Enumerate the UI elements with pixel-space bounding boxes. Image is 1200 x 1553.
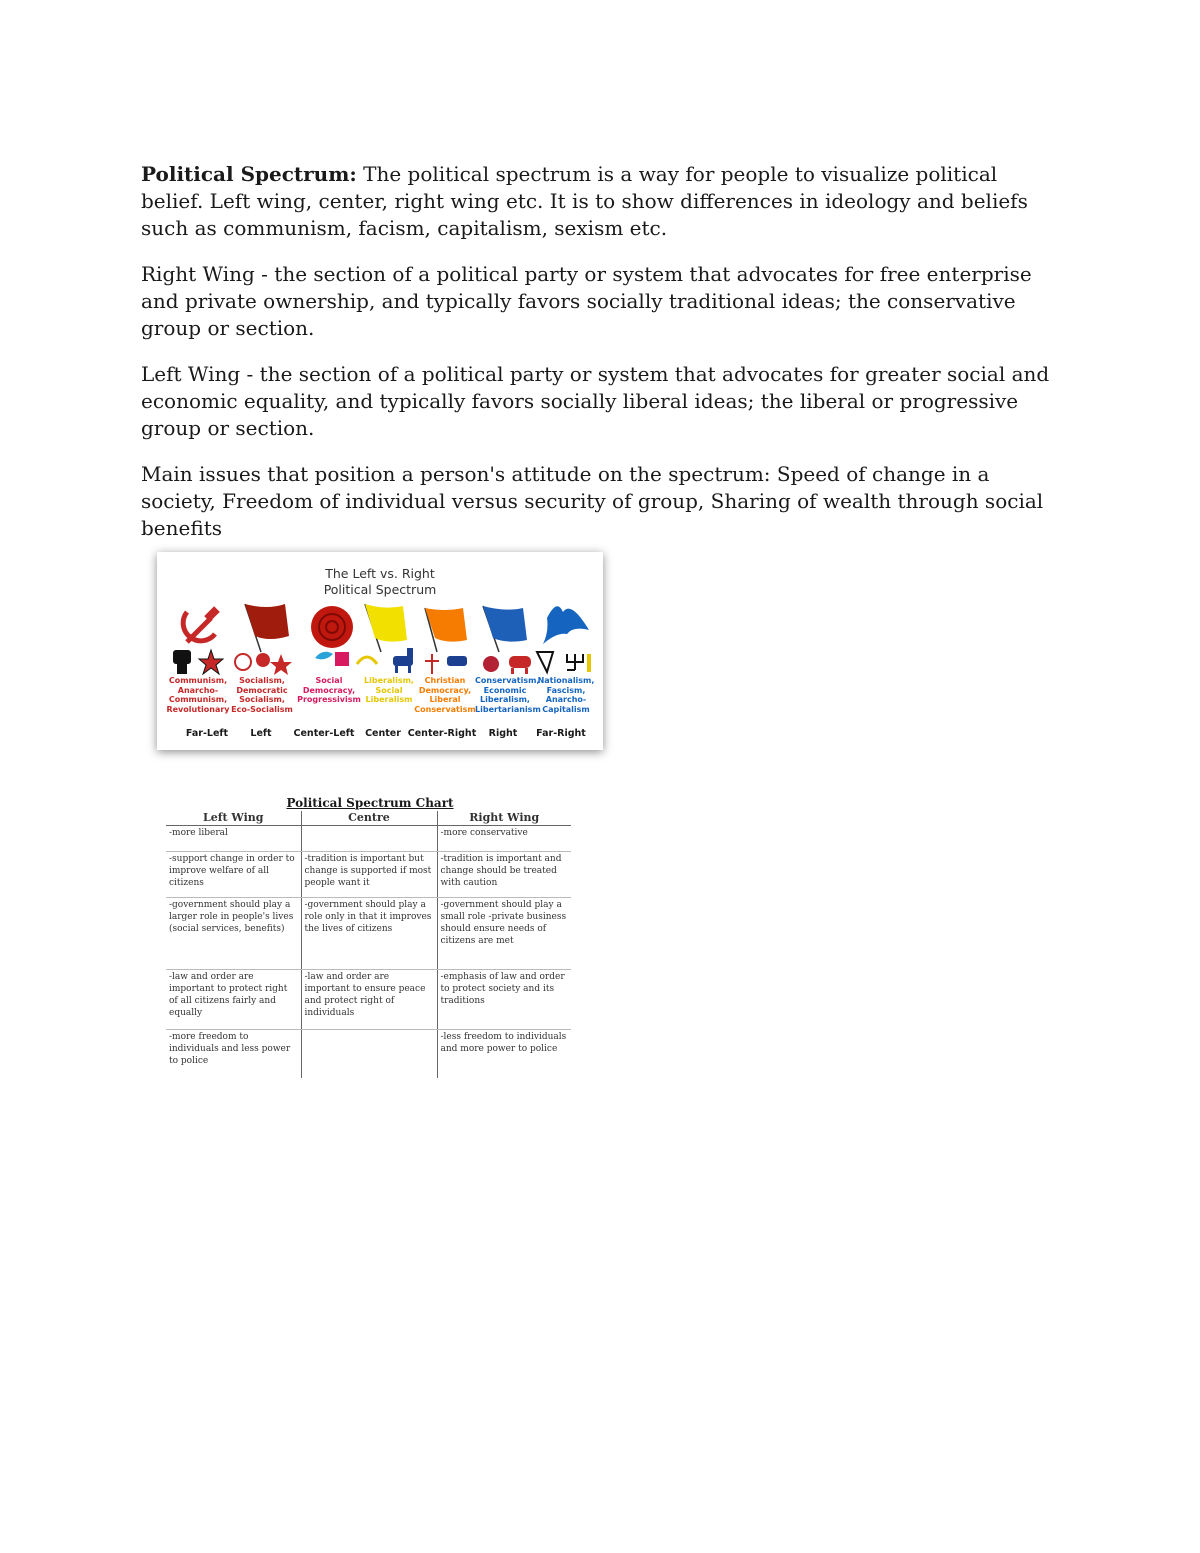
cross-icon <box>425 654 439 674</box>
table-cell: -law and order are important to protect right of all citizens fairly and equally <box>166 970 301 1030</box>
red-flag-icon <box>245 604 289 652</box>
table-row <box>166 970 571 1030</box>
donkey-icon <box>393 648 413 673</box>
table-cell: -tradition is important and change should be treated with caution <box>437 852 571 898</box>
intro-paragraph <box>141 161 1056 242</box>
raised-fist-icon <box>173 650 191 674</box>
main-issues-paragraph: Main issues that position a person's attitude on the spectrum: Speed of change in a society, Freedom of individual versus security of group, Sharing of wealth through social benefits <box>141 462 1044 540</box>
table-cell: -government should play a role only in that it improves the lives of citizens <box>301 898 437 970</box>
table-cell: -emphasis of law and order to protect society and its traditions <box>437 970 571 1030</box>
ideology-label-center: Liberalism, Social Liberalism <box>364 676 414 704</box>
table-cell: -more freedom to individuals and less power to police <box>166 1030 301 1078</box>
table-cell: -support change in order to improve welfare of all citizens <box>166 852 301 898</box>
position-far-left: Far-Left <box>185 728 229 739</box>
table-cell: -government should play a larger role in people's lives (social services, benefits) <box>166 898 301 970</box>
ideology-label-right: Conservatism, Economic Liberalism, Libertarianism <box>475 676 541 714</box>
position-left: Left <box>250 728 272 739</box>
eagle-icon <box>543 606 589 644</box>
position-center-left: Center-Left <box>293 728 355 739</box>
blue-flag-icon <box>483 606 527 652</box>
table-cell: -more liberal <box>166 826 301 852</box>
table-cell: -government should play a small role -private business should ensure needs of citizens are met <box>437 898 571 970</box>
chart-header-row <box>166 811 571 826</box>
body-text <box>141 161 1056 561</box>
table-row <box>166 852 571 898</box>
yellow-flag-icon <box>365 604 407 652</box>
header-centre: Centre <box>301 811 437 826</box>
ideology-label-far-left: Communism, Anarcho-Communism, Revolutionary <box>166 676 230 714</box>
table-cell: -law and order are important to ensure peace and protect right of individuals <box>301 970 437 1030</box>
elephant-icon <box>509 656 531 674</box>
spectrum-title-line1: The Left vs. Right <box>325 566 435 581</box>
ideology-label-center-left: Social Democracy, Progressivism <box>297 676 361 704</box>
ideology-label-center-right: Christian Democracy, Liberal Conservatism <box>414 676 476 714</box>
hammer-sickle-icon <box>183 606 220 642</box>
ideology-label-far-right: Nationalism, Fascism, Anarcho-Capitalism <box>537 676 595 714</box>
spectrum-icons <box>157 552 603 750</box>
position-far-right: Far-Right <box>536 728 586 739</box>
table-row <box>166 1030 571 1078</box>
table-row <box>166 898 571 970</box>
table-row <box>166 826 571 852</box>
header-right-wing: Right Wing <box>437 811 571 826</box>
spectrum-image <box>157 552 603 750</box>
position-center-right: Center-Right <box>407 728 477 739</box>
intro-term: Political Spectrum: <box>141 162 357 186</box>
table-cell <box>301 1030 437 1078</box>
position-center: Center <box>365 728 401 739</box>
intro-text: The political spectrum is a way for people to visualize political belief. Left wing, center, right wing etc. It is to show differences in ideology and beliefs such as communism, facism, capitalism, sexism etc. <box>141 162 1028 240</box>
rose-icon <box>311 606 353 648</box>
table-cell: -less freedom to individuals and more power to police <box>440 1032 567 1054</box>
position-right: Right <box>488 728 518 739</box>
right-wing-paragraph: Right Wing - the section of a political party or system that advocates for free enterprise and private ownership, and typically favors socially traditional ideas; the conservative group or section. <box>141 262 1032 340</box>
orange-flag-icon <box>425 608 467 652</box>
header-left-wing: Left Wing <box>166 811 301 826</box>
red-star-icon <box>199 650 223 674</box>
spectrum-title-line2: Political Spectrum <box>323 582 437 597</box>
table-cell <box>301 826 437 852</box>
table-cell: -tradition is important but change is supported if most people want it <box>301 852 437 898</box>
left-wing-paragraph: Left Wing - the section of a political party or system that advocates for greater social and economic equality, and typically favors socially liberal ideas; the liberal or progressive group or section. <box>141 362 1050 440</box>
chart-title: Political Spectrum Chart <box>286 796 454 810</box>
table-cell: -more conservative <box>437 826 571 852</box>
ideology-label-left: Socialism, Democratic Socialism, Eco-Socialism <box>231 676 293 714</box>
swastika-icon <box>567 654 583 670</box>
political-spectrum-chart <box>166 811 571 1078</box>
